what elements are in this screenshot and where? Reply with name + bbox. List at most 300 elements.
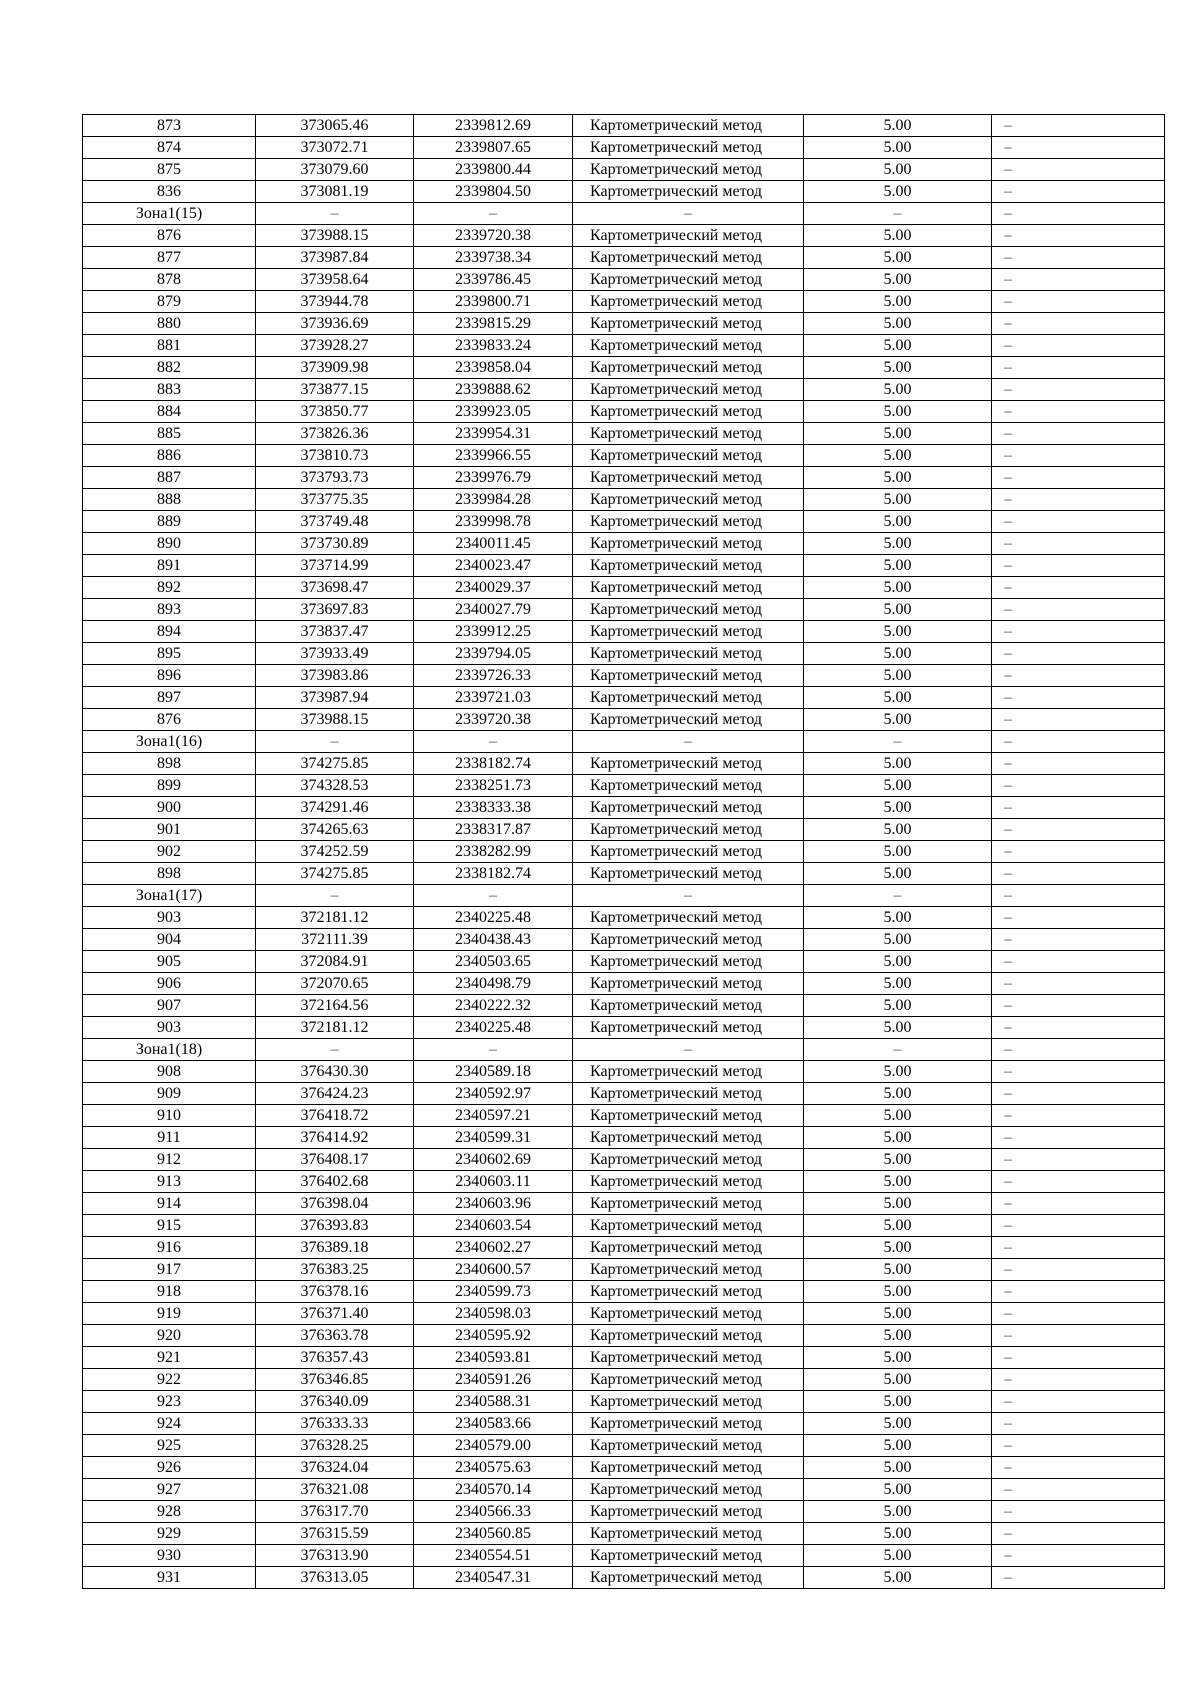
accuracy-cell: 5.00 [804, 115, 992, 137]
y-coordinate-cell: 2340589.18 [414, 1061, 573, 1083]
note-cell: – [992, 137, 1165, 159]
note-cell: – [992, 599, 1165, 621]
note-cell: – [992, 533, 1165, 555]
table-row [83, 1259, 1165, 1281]
note-cell: – [992, 1479, 1165, 1501]
table-row [83, 797, 1165, 819]
note-cell: – [992, 225, 1165, 247]
zone-header-row [83, 731, 1165, 753]
accuracy-cell: 5.00 [804, 665, 992, 687]
accuracy-cell: 5.00 [804, 929, 992, 951]
y-coordinate-cell: 2340602.27 [414, 1237, 573, 1259]
point-number-cell: 879 [83, 291, 256, 313]
x-coordinate-cell: 376430.30 [256, 1061, 414, 1083]
note-cell: – [992, 203, 1165, 225]
accuracy-cell: 5.00 [804, 1127, 992, 1149]
x-coordinate-cell: 372164.56 [256, 995, 414, 1017]
accuracy-cell: 5.00 [804, 1061, 992, 1083]
x-coordinate-cell: 374291.46 [256, 797, 414, 819]
x-coordinate-cell: 376333.33 [256, 1413, 414, 1435]
table-row [83, 357, 1165, 379]
y-coordinate-cell: 2340222.32 [414, 995, 573, 1017]
table-row [83, 1061, 1165, 1083]
x-coordinate-cell: 373072.71 [256, 137, 414, 159]
point-number-cell: 927 [83, 1479, 256, 1501]
method-cell: Картометрический метод [573, 1259, 804, 1281]
note-cell: – [992, 1259, 1165, 1281]
y-coordinate-cell: 2340575.63 [414, 1457, 573, 1479]
method-cell: Картометрический метод [573, 643, 804, 665]
x-coordinate-cell: 376383.25 [256, 1259, 414, 1281]
method-cell: Картометрический метод [573, 797, 804, 819]
point-number-cell: 894 [83, 621, 256, 643]
accuracy-cell: 5.00 [804, 137, 992, 159]
table-row [83, 907, 1165, 929]
x-coordinate-cell: – [256, 1039, 414, 1061]
table-row [83, 1391, 1165, 1413]
x-coordinate-cell: – [256, 885, 414, 907]
method-cell: Картометрический метод [573, 995, 804, 1017]
x-coordinate-cell: 374252.59 [256, 841, 414, 863]
coordinates-table [82, 114, 1165, 1589]
y-coordinate-cell: 2339966.55 [414, 445, 573, 467]
x-coordinate-cell: 373730.89 [256, 533, 414, 555]
table-row [83, 445, 1165, 467]
x-coordinate-cell: 373909.98 [256, 357, 414, 379]
y-coordinate-cell: 2340602.69 [414, 1149, 573, 1171]
method-cell: Картометрический метод [573, 819, 804, 841]
accuracy-cell: 5.00 [804, 291, 992, 313]
method-cell: Картометрический метод [573, 467, 804, 489]
note-cell: – [992, 467, 1165, 489]
method-cell: Картометрический метод [573, 335, 804, 357]
accuracy-cell: 5.00 [804, 533, 992, 555]
accuracy-cell: 5.00 [804, 1479, 992, 1501]
point-number-cell: 909 [83, 1083, 256, 1105]
method-cell: Картометрический метод [573, 511, 804, 533]
x-coordinate-cell: 376393.83 [256, 1215, 414, 1237]
point-number-cell: 873 [83, 115, 256, 137]
x-coordinate-cell: 376340.09 [256, 1391, 414, 1413]
accuracy-cell: 5.00 [804, 1281, 992, 1303]
accuracy-cell: 5.00 [804, 1413, 992, 1435]
table-row [83, 247, 1165, 269]
note-cell: – [992, 841, 1165, 863]
note-cell: – [992, 885, 1165, 907]
method-cell: Картометрический метод [573, 489, 804, 511]
note-cell: – [992, 1391, 1165, 1413]
note-cell: – [992, 1039, 1165, 1061]
table-row [83, 1127, 1165, 1149]
accuracy-cell: 5.00 [804, 489, 992, 511]
note-cell: – [992, 775, 1165, 797]
y-coordinate-cell: 2340599.73 [414, 1281, 573, 1303]
table-row [83, 1149, 1165, 1171]
point-number-cell: 876 [83, 709, 256, 731]
note-cell: – [992, 555, 1165, 577]
accuracy-cell: 5.00 [804, 423, 992, 445]
table-row [83, 1325, 1165, 1347]
y-coordinate-cell: 2338333.38 [414, 797, 573, 819]
table-row [83, 1237, 1165, 1259]
accuracy-cell: 5.00 [804, 401, 992, 423]
x-coordinate-cell: 372084.91 [256, 951, 414, 973]
y-coordinate-cell: 2339738.34 [414, 247, 573, 269]
x-coordinate-cell: 376363.78 [256, 1325, 414, 1347]
method-cell: Картометрический метод [573, 907, 804, 929]
point-number-cell: 920 [83, 1325, 256, 1347]
y-coordinate-cell: 2340570.14 [414, 1479, 573, 1501]
note-cell: – [992, 1127, 1165, 1149]
accuracy-cell: 5.00 [804, 511, 992, 533]
method-cell: – [573, 203, 804, 225]
note-cell: – [992, 621, 1165, 643]
x-coordinate-cell: 373698.47 [256, 577, 414, 599]
note-cell: – [992, 577, 1165, 599]
y-coordinate-cell: 2339720.38 [414, 709, 573, 731]
method-cell: Картометрический метод [573, 1303, 804, 1325]
table-row [83, 1105, 1165, 1127]
note-cell: – [992, 1523, 1165, 1545]
zone-header-row [83, 885, 1165, 907]
point-number-cell: 888 [83, 489, 256, 511]
point-number-cell: 916 [83, 1237, 256, 1259]
table-row [83, 841, 1165, 863]
y-coordinate-cell: 2340588.31 [414, 1391, 573, 1413]
x-coordinate-cell: 373988.15 [256, 709, 414, 731]
method-cell: Картометрический метод [573, 1149, 804, 1171]
accuracy-cell: 5.00 [804, 445, 992, 467]
table-row [83, 379, 1165, 401]
point-number-cell: 925 [83, 1435, 256, 1457]
y-coordinate-cell: 2339858.04 [414, 357, 573, 379]
x-coordinate-cell: 376378.16 [256, 1281, 414, 1303]
accuracy-cell: 5.00 [804, 951, 992, 973]
x-coordinate-cell: 376408.17 [256, 1149, 414, 1171]
y-coordinate-cell: 2340438.43 [414, 929, 573, 951]
point-number-cell: 917 [83, 1259, 256, 1281]
note-cell: – [992, 1237, 1165, 1259]
accuracy-cell: 5.00 [804, 643, 992, 665]
note-cell: – [992, 797, 1165, 819]
accuracy-cell: 5.00 [804, 181, 992, 203]
point-number-cell: 931 [83, 1567, 256, 1589]
x-coordinate-cell: 373837.47 [256, 621, 414, 643]
method-cell: Картометрический метод [573, 687, 804, 709]
table-row [83, 1479, 1165, 1501]
note-cell: – [992, 335, 1165, 357]
note-cell: – [992, 731, 1165, 753]
x-coordinate-cell: 376424.23 [256, 1083, 414, 1105]
point-number-cell: 836 [83, 181, 256, 203]
method-cell: Картометрический метод [573, 1435, 804, 1457]
note-cell: – [992, 1193, 1165, 1215]
table-row [83, 951, 1165, 973]
x-coordinate-cell: 376371.40 [256, 1303, 414, 1325]
y-coordinate-cell: 2340225.48 [414, 1017, 573, 1039]
accuracy-cell: 5.00 [804, 841, 992, 863]
accuracy-cell: 5.00 [804, 1457, 992, 1479]
zone-header-row [83, 1039, 1165, 1061]
accuracy-cell: 5.00 [804, 1391, 992, 1413]
table-row [83, 335, 1165, 357]
accuracy-cell: 5.00 [804, 1105, 992, 1127]
point-number-cell: 923 [83, 1391, 256, 1413]
point-number-cell: 895 [83, 643, 256, 665]
point-number-cell: 919 [83, 1303, 256, 1325]
point-number-cell: 892 [83, 577, 256, 599]
x-coordinate-cell: 376357.43 [256, 1347, 414, 1369]
method-cell: Картометрический метод [573, 1567, 804, 1589]
accuracy-cell: 5.00 [804, 1215, 992, 1237]
note-cell: – [992, 687, 1165, 709]
y-coordinate-cell: 2339726.33 [414, 665, 573, 687]
y-coordinate-cell: 2339833.24 [414, 335, 573, 357]
method-cell: Картометрический метод [573, 1501, 804, 1523]
accuracy-cell: 5.00 [804, 687, 992, 709]
note-cell: – [992, 973, 1165, 995]
point-number-cell: 906 [83, 973, 256, 995]
y-coordinate-cell: 2340600.57 [414, 1259, 573, 1281]
method-cell: Картометрический метод [573, 709, 804, 731]
accuracy-cell: 5.00 [804, 1545, 992, 1567]
x-coordinate-cell: 376346.85 [256, 1369, 414, 1391]
x-coordinate-cell: 374275.85 [256, 753, 414, 775]
note-cell: – [992, 907, 1165, 929]
accuracy-cell: 5.00 [804, 973, 992, 995]
note-cell: – [992, 489, 1165, 511]
table-row [83, 687, 1165, 709]
accuracy-cell: 5.00 [804, 379, 992, 401]
table-row [83, 555, 1165, 577]
point-number-cell: 915 [83, 1215, 256, 1237]
table-row [83, 489, 1165, 511]
y-coordinate-cell: 2340598.03 [414, 1303, 573, 1325]
point-number-cell: 924 [83, 1413, 256, 1435]
x-coordinate-cell: 373775.35 [256, 489, 414, 511]
point-number-cell: 900 [83, 797, 256, 819]
accuracy-cell: – [804, 1039, 992, 1061]
table-row [83, 709, 1165, 731]
x-coordinate-cell: 373987.84 [256, 247, 414, 269]
y-coordinate-cell: 2339800.44 [414, 159, 573, 181]
point-number-cell: 929 [83, 1523, 256, 1545]
accuracy-cell: 5.00 [804, 555, 992, 577]
note-cell: – [992, 1149, 1165, 1171]
accuracy-cell: 5.00 [804, 1303, 992, 1325]
point-number-cell: 887 [83, 467, 256, 489]
table-row [83, 1347, 1165, 1369]
x-coordinate-cell: 376418.72 [256, 1105, 414, 1127]
y-coordinate-cell: 2339815.29 [414, 313, 573, 335]
x-coordinate-cell: 376328.25 [256, 1435, 414, 1457]
x-coordinate-cell: 374265.63 [256, 819, 414, 841]
x-coordinate-cell: 372181.12 [256, 1017, 414, 1039]
method-cell: Картометрический метод [573, 973, 804, 995]
method-cell: Картометрический метод [573, 665, 804, 687]
point-number-cell: 922 [83, 1369, 256, 1391]
method-cell: Картометрический метод [573, 1237, 804, 1259]
point-number-cell: 883 [83, 379, 256, 401]
point-number-cell: 882 [83, 357, 256, 379]
method-cell: Картометрический метод [573, 1215, 804, 1237]
y-coordinate-cell: 2340597.21 [414, 1105, 573, 1127]
table-row [83, 401, 1165, 423]
note-cell: – [992, 643, 1165, 665]
x-coordinate-cell: 373987.94 [256, 687, 414, 709]
point-number-cell: 886 [83, 445, 256, 467]
y-coordinate-cell: 2340603.11 [414, 1171, 573, 1193]
y-coordinate-cell: 2340023.47 [414, 555, 573, 577]
method-cell: Картометрический метод [573, 621, 804, 643]
point-number-cell: 889 [83, 511, 256, 533]
accuracy-cell: 5.00 [804, 775, 992, 797]
x-coordinate-cell: 373079.60 [256, 159, 414, 181]
x-coordinate-cell: 373065.46 [256, 115, 414, 137]
point-number-cell: 901 [83, 819, 256, 841]
note-cell: – [992, 1347, 1165, 1369]
point-number-cell: 912 [83, 1149, 256, 1171]
note-cell: – [992, 665, 1165, 687]
accuracy-cell: 5.00 [804, 225, 992, 247]
table-row [83, 181, 1165, 203]
x-coordinate-cell: 373928.27 [256, 335, 414, 357]
method-cell: Картометрический метод [573, 929, 804, 951]
point-number-cell: 914 [83, 1193, 256, 1215]
method-cell: Картометрический метод [573, 225, 804, 247]
table-row [83, 995, 1165, 1017]
table-row [83, 1171, 1165, 1193]
accuracy-cell: 5.00 [804, 1435, 992, 1457]
y-coordinate-cell: 2340583.66 [414, 1413, 573, 1435]
table-row [83, 929, 1165, 951]
table-row [83, 137, 1165, 159]
x-coordinate-cell: 373697.83 [256, 599, 414, 621]
accuracy-cell: 5.00 [804, 1017, 992, 1039]
x-coordinate-cell: 376321.08 [256, 1479, 414, 1501]
table-row [83, 643, 1165, 665]
zone-header-row [83, 203, 1165, 225]
table-row [83, 1303, 1165, 1325]
y-coordinate-cell: 2340591.26 [414, 1369, 573, 1391]
point-number-cell: 910 [83, 1105, 256, 1127]
x-coordinate-cell: 373810.73 [256, 445, 414, 467]
accuracy-cell: 5.00 [804, 159, 992, 181]
accuracy-cell: 5.00 [804, 709, 992, 731]
x-coordinate-cell: – [256, 731, 414, 753]
x-coordinate-cell: 374275.85 [256, 863, 414, 885]
method-cell: Картометрический метод [573, 1127, 804, 1149]
y-coordinate-cell: 2339976.79 [414, 467, 573, 489]
y-coordinate-cell: 2340547.31 [414, 1567, 573, 1589]
table-row [83, 1369, 1165, 1391]
point-number-cell: Зона1(17) [83, 885, 256, 907]
note-cell: – [992, 181, 1165, 203]
note-cell: – [992, 951, 1165, 973]
point-number-cell: 893 [83, 599, 256, 621]
note-cell: – [992, 357, 1165, 379]
note-cell: – [992, 753, 1165, 775]
y-coordinate-cell: 2339912.25 [414, 621, 573, 643]
y-coordinate-cell: – [414, 731, 573, 753]
method-cell: Картометрический метод [573, 1369, 804, 1391]
table-row [83, 863, 1165, 885]
table-row [83, 1501, 1165, 1523]
point-number-cell: 874 [83, 137, 256, 159]
y-coordinate-cell: 2339923.05 [414, 401, 573, 423]
note-cell: – [992, 445, 1165, 467]
point-number-cell: 891 [83, 555, 256, 577]
table-row [83, 159, 1165, 181]
method-cell: Картометрический метод [573, 1193, 804, 1215]
point-number-cell: 928 [83, 1501, 256, 1523]
method-cell: Картометрический метод [573, 247, 804, 269]
accuracy-cell: 5.00 [804, 1149, 992, 1171]
point-number-cell: 903 [83, 1017, 256, 1039]
x-coordinate-cell: 373850.77 [256, 401, 414, 423]
method-cell: Картометрический метод [573, 1479, 804, 1501]
accuracy-cell: 5.00 [804, 1325, 992, 1347]
accuracy-cell: 5.00 [804, 1083, 992, 1105]
accuracy-cell: 5.00 [804, 313, 992, 335]
y-coordinate-cell: 2340603.96 [414, 1193, 573, 1215]
point-number-cell: 898 [83, 753, 256, 775]
note-cell: – [992, 1017, 1165, 1039]
method-cell: Картометрический метод [573, 1325, 804, 1347]
y-coordinate-cell: 2339998.78 [414, 511, 573, 533]
y-coordinate-cell: 2338182.74 [414, 863, 573, 885]
method-cell: Картометрический метод [573, 1017, 804, 1039]
point-number-cell: 877 [83, 247, 256, 269]
x-coordinate-cell: 376317.70 [256, 1501, 414, 1523]
x-coordinate-cell: 376398.04 [256, 1193, 414, 1215]
accuracy-cell: 5.00 [804, 247, 992, 269]
point-number-cell: 881 [83, 335, 256, 357]
accuracy-cell: 5.00 [804, 599, 992, 621]
method-cell: Картометрический метод [573, 1061, 804, 1083]
note-cell: – [992, 709, 1165, 731]
method-cell: Картометрический метод [573, 1523, 804, 1545]
point-number-cell: 921 [83, 1347, 256, 1369]
table-row [83, 1545, 1165, 1567]
note-cell: – [992, 1457, 1165, 1479]
note-cell: – [992, 401, 1165, 423]
method-cell: Картометрический метод [573, 577, 804, 599]
accuracy-cell: – [804, 885, 992, 907]
table-row [83, 599, 1165, 621]
x-coordinate-cell: 376324.04 [256, 1457, 414, 1479]
note-cell: – [992, 247, 1165, 269]
note-cell: – [992, 1061, 1165, 1083]
accuracy-cell: 5.00 [804, 621, 992, 643]
accuracy-cell: 5.00 [804, 1259, 992, 1281]
y-coordinate-cell: 2340599.31 [414, 1127, 573, 1149]
method-cell: – [573, 885, 804, 907]
note-cell: – [992, 1215, 1165, 1237]
x-coordinate-cell: 376313.90 [256, 1545, 414, 1567]
point-number-cell: 875 [83, 159, 256, 181]
y-coordinate-cell: 2339800.71 [414, 291, 573, 313]
x-coordinate-cell: 376402.68 [256, 1171, 414, 1193]
note-cell: – [992, 1303, 1165, 1325]
method-cell: Картометрический метод [573, 753, 804, 775]
method-cell: Картометрический метод [573, 137, 804, 159]
note-cell: – [992, 1545, 1165, 1567]
x-coordinate-cell: 373826.36 [256, 423, 414, 445]
note-cell: – [992, 1369, 1165, 1391]
note-cell: – [992, 1105, 1165, 1127]
x-coordinate-cell: 373714.99 [256, 555, 414, 577]
